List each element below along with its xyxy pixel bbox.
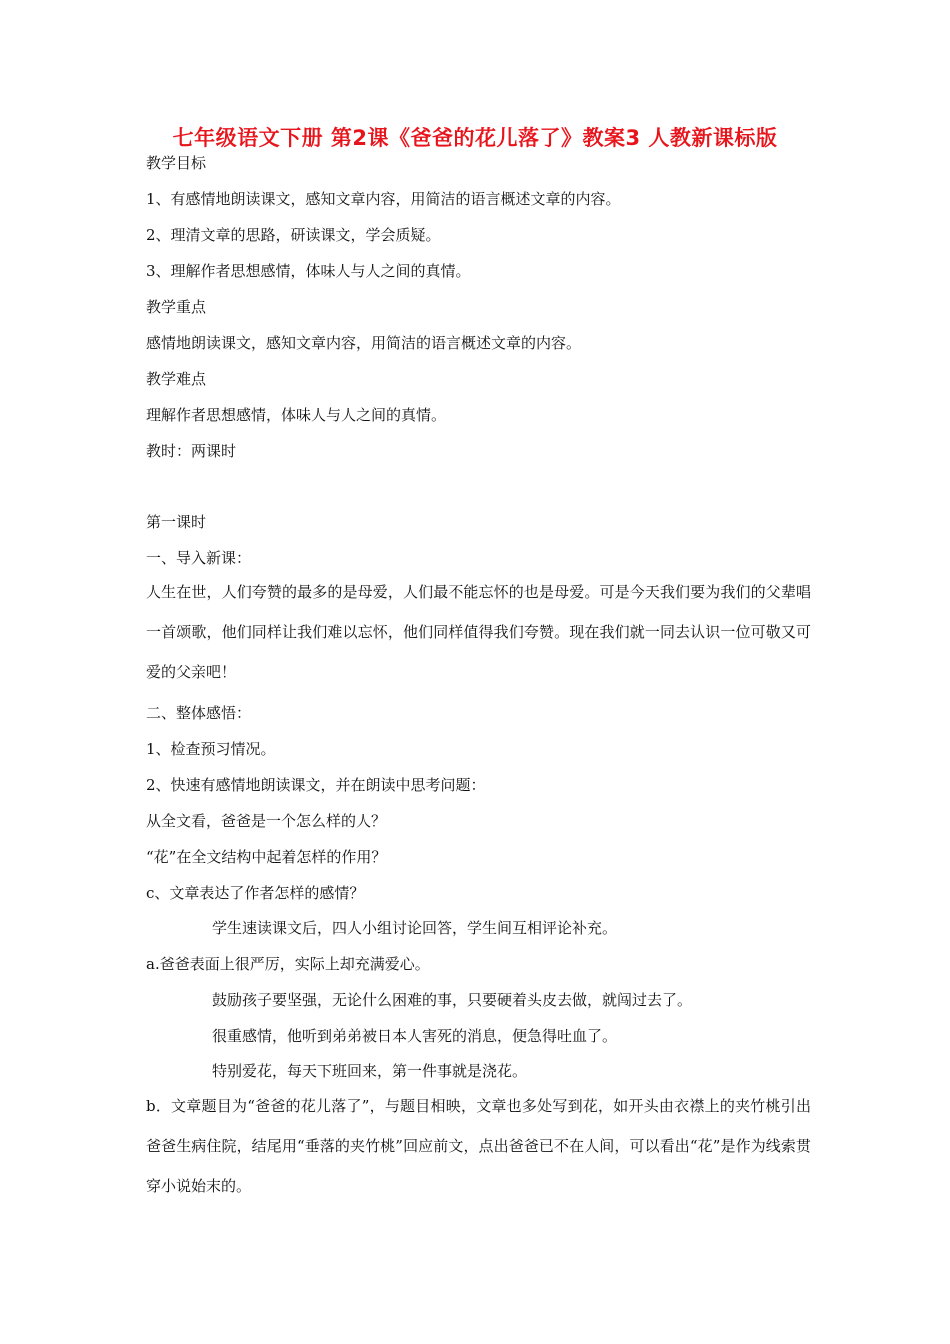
difficulty-text: 理解作者思想感情，体味人与人之间的真情。	[146, 406, 447, 424]
heading-difficulties: 教学难点	[146, 370, 207, 388]
key-point-text: 感情地朗读课文，感知文章内容，用简洁的语言概述文章的内容。	[146, 334, 582, 352]
objective-2: 2、理清文章的思路，研读课文，学会质疑。	[146, 226, 441, 244]
question-a: 从全文看，爸爸是一个怎么样的人？	[146, 812, 387, 830]
class-hours: 教时：两课时	[146, 442, 237, 460]
question-b: “花”在全文结构中起着怎样的作用？	[146, 848, 387, 866]
section-intro: 一、导入新课：	[146, 549, 252, 567]
answer-a: a.爸爸表面上很严厉，实际上却充满爱心。	[146, 955, 430, 973]
answer-b-paragraph: b．文章题目为“爸爸的花儿落了”，与题目相映，文章也多处写到花，如开头由衣襟上的夹竹桃引出爸爸生病住院，结尾用“垂落的夹竹桃”回应前文，点出爸爸已不在人间，可以看出“花”是作为线索贯穿小说始末的。	[146, 1097, 811, 1195]
step-2: 2、快速有感情地朗读课文，并在朗读中思考问题：	[146, 776, 486, 794]
intro-paragraph: 人生在世，人们夸赞的最多的是母爱，人们最不能忘怀的也是母爱。可是今天我们要为我们的父辈唱一首颂歌，他们同样让我们难以忘怀，他们同样值得我们夸赞。现在我们就一同去认识一位可敬又可爱的父亲吧！	[146, 583, 811, 681]
section-overall: 二、整体感悟：	[146, 704, 252, 722]
question-c: c、文章表达了作者怎样的感情？	[146, 884, 365, 902]
objective-3: 3、理解作者思想感情，体味人与人之间的真情。	[146, 262, 471, 280]
heading-objectives: 教学目标	[146, 154, 207, 172]
activity-note: 学生速读课文后，四人小组讨论回答，学生间互相评论补充。	[212, 919, 618, 937]
objective-1: 1、有感情地朗读课文，感知文章内容，用简洁的语言概述文章的内容。	[146, 190, 621, 208]
answer-a-detail-2: 很重感情，他听到弟弟被日本人害死的消息，便急得吐血了。	[212, 1027, 618, 1045]
answer-a-detail-3: 特别爱花，每天下班回来，第一件事就是浇花。	[212, 1062, 528, 1080]
document-title: 七年级语文下册 第2课《爸爸的花儿落了》教案3 人教新课标版	[172, 126, 778, 150]
answer-a-detail-1: 鼓励孩子要坚强，无论什么困难的事，只要硬着头皮去做，就闯过去了。	[212, 991, 693, 1009]
heading-first-lesson: 第一课时	[146, 513, 207, 531]
heading-key-points: 教学重点	[146, 298, 207, 316]
step-1: 1、检查预习情况。	[146, 740, 276, 758]
